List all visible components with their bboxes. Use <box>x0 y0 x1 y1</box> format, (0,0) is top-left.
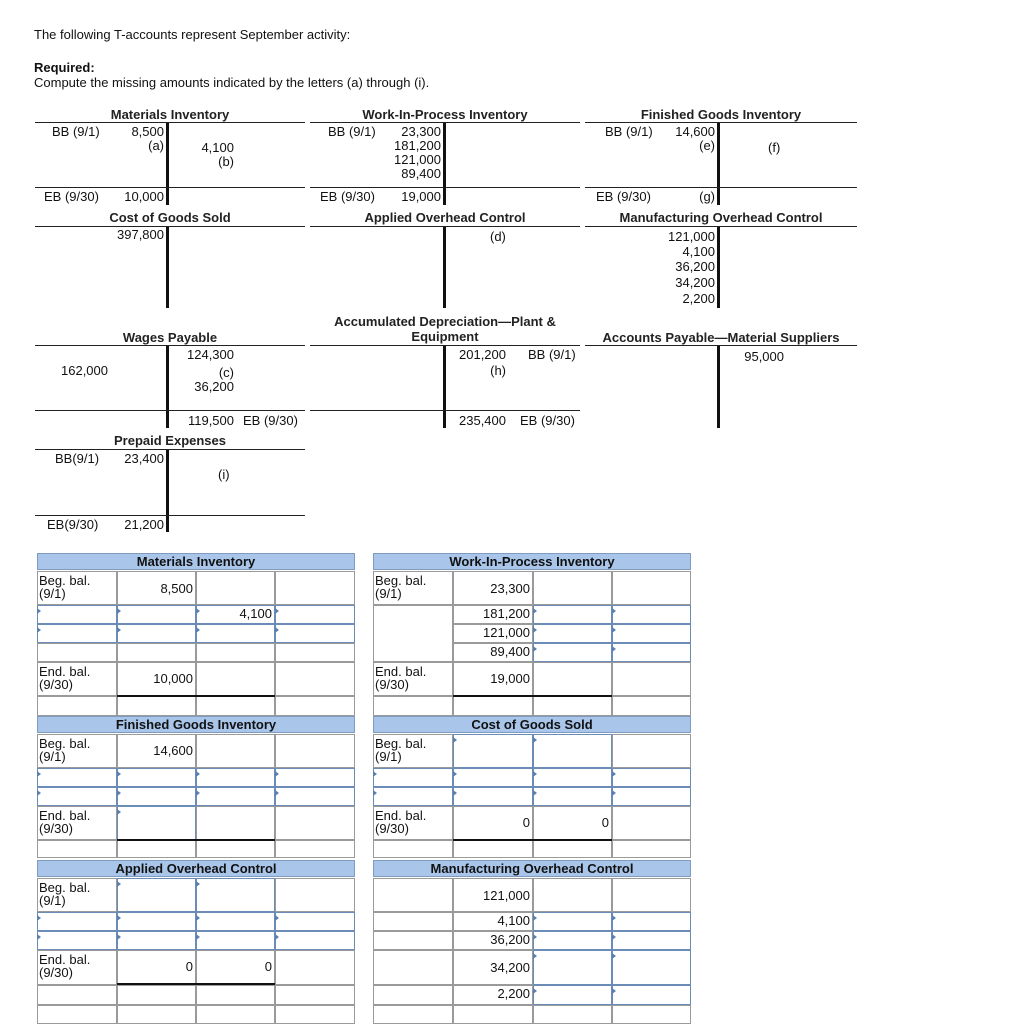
row-label-cell <box>373 878 453 912</box>
end-date: (9/30) <box>39 821 73 836</box>
missing-h: (h) <box>490 363 506 378</box>
missing-e: (e) <box>699 138 715 153</box>
end-date: (9/30) <box>39 677 73 692</box>
t-title: Materials Inventory <box>110 107 230 122</box>
row-label-cell[interactable] <box>373 787 453 806</box>
beg-label: Beg. bal. <box>375 736 427 751</box>
extra-cell <box>612 734 691 768</box>
debit-cell[interactable] <box>117 806 196 840</box>
missing-f: (f) <box>768 140 781 155</box>
end-date: (9/30) <box>375 821 409 836</box>
eb-value: 235,400 <box>459 413 506 428</box>
extra-cell[interactable] <box>612 912 691 931</box>
eb-value: 21,200 <box>124 517 164 532</box>
extra-cell <box>612 571 691 605</box>
total-rule <box>453 839 612 841</box>
debit-value: 181,200 <box>483 606 530 621</box>
extra-cell[interactable] <box>275 912 355 931</box>
row-label-cell <box>37 985 117 1005</box>
extra-cell[interactable] <box>612 643 691 662</box>
beg-value: 23,300 <box>490 581 530 596</box>
debit-cell <box>117 985 196 1005</box>
eb-value: 10,000 <box>124 189 164 204</box>
extra-cell[interactable] <box>275 624 355 643</box>
t-title-2: Equipment <box>411 329 479 344</box>
row-label-cell <box>373 696 453 716</box>
eb-label: EB (9/30) <box>596 189 651 204</box>
row-label-cell[interactable] <box>37 768 117 787</box>
end-label: End. bal. <box>39 808 91 823</box>
credit-cell[interactable] <box>533 787 612 806</box>
debit-1: 121,000 <box>668 229 715 244</box>
bb-label: BB(9/1) <box>55 451 100 466</box>
row-label-cell <box>373 840 453 858</box>
extra-cell[interactable] <box>612 768 691 787</box>
total-rule <box>117 695 275 697</box>
debit-3: 36,200 <box>675 259 715 274</box>
row-label-cell <box>37 643 117 662</box>
bb-value: 23,400 <box>124 451 164 466</box>
required-text: Compute the missing amounts indicated by the letters (a) through (i). <box>34 75 430 90</box>
credit-1: 201,200 <box>459 347 506 362</box>
credit-cell[interactable] <box>533 931 612 950</box>
credit-cell[interactable] <box>533 950 612 985</box>
missing-a: (a) <box>148 138 164 153</box>
missing-i: (i) <box>218 467 230 482</box>
debit-value: 2,200 <box>497 986 530 1001</box>
credit-cell[interactable] <box>533 734 612 768</box>
beg-label: Beg. bal. <box>39 736 91 751</box>
debit-1: 397,800 <box>117 227 164 242</box>
debit-cell <box>453 1005 533 1024</box>
credit-cell[interactable] <box>533 768 612 787</box>
t-title: Wages Payable <box>122 330 218 345</box>
debit-cell[interactable] <box>453 734 533 768</box>
credit-cell[interactable] <box>196 787 275 806</box>
debit-2: 4,100 <box>682 244 715 259</box>
missing-d: (d) <box>490 229 506 244</box>
total-rule <box>117 839 275 841</box>
credit-cell[interactable] <box>533 624 612 643</box>
beg-date: (9/1) <box>39 586 66 601</box>
end-label: End. bal. <box>39 952 91 967</box>
missing-b: (b) <box>218 154 234 169</box>
eb-label: EB(9/30) <box>47 517 99 532</box>
extra-cell <box>275 985 355 1005</box>
beg-value: 8,500 <box>160 581 193 596</box>
extra-cell[interactable] <box>275 787 355 806</box>
debit-cell <box>117 696 196 716</box>
extra-cell <box>612 662 691 696</box>
debit-cell <box>117 643 196 662</box>
t-title: Manufacturing Overhead Control <box>619 210 823 225</box>
bb-value: 14,600 <box>675 124 715 139</box>
debit-cell[interactable] <box>117 605 196 624</box>
t-title: Cost of Goods Sold <box>109 210 231 225</box>
end-debit: 0 <box>522 815 530 830</box>
eb-label: EB (9/30) <box>320 189 375 204</box>
debit-cell <box>453 840 533 858</box>
t-title: Prepaid Expenses <box>114 433 226 448</box>
end-label: End. bal. <box>375 664 427 679</box>
total-rule <box>117 983 275 985</box>
extra-cell <box>275 571 355 605</box>
credit-cell <box>533 571 612 605</box>
credit-cell[interactable] <box>533 605 612 624</box>
debit-cell[interactable] <box>117 787 196 806</box>
extra-cell[interactable] <box>275 605 355 624</box>
extra-cell <box>612 1005 691 1024</box>
credit-cell <box>196 1005 275 1024</box>
debit-value: 89,400 <box>490 644 530 659</box>
required-label: Required: <box>34 60 95 75</box>
extra-cell <box>612 878 691 912</box>
row-label-cell <box>373 912 453 931</box>
credit-cell[interactable] <box>533 643 612 662</box>
missing-g: (g) <box>699 189 715 204</box>
ws-account-title: Finished Goods Inventory <box>37 716 355 733</box>
eb-label: EB (9/30) <box>520 413 575 428</box>
beg-date: (9/1) <box>375 586 402 601</box>
beg-label: Beg. bal. <box>375 573 427 588</box>
credit-cell[interactable] <box>196 878 275 912</box>
row-label-cell[interactable] <box>37 605 117 624</box>
row-label-cell <box>373 1005 453 1024</box>
credit-cell <box>533 878 612 912</box>
credit-cell <box>196 985 275 1005</box>
credit-value: 4,100 <box>239 606 272 621</box>
credit-1: 124,300 <box>187 347 234 362</box>
end-date: (9/30) <box>39 965 73 980</box>
row-label-cell[interactable] <box>37 624 117 643</box>
row-label-cell[interactable] <box>37 787 117 806</box>
debit-value: 121,000 <box>483 625 530 640</box>
credit-cell <box>196 806 275 840</box>
credit-cell <box>533 840 612 858</box>
debit-3: 89,400 <box>401 166 441 181</box>
end-credit: 0 <box>601 815 609 830</box>
beg-value: 14,600 <box>153 743 193 758</box>
credit-cell <box>196 734 275 768</box>
missing-c: (c) <box>218 365 234 380</box>
row-label-cell[interactable] <box>37 931 117 950</box>
row-label-cell <box>373 931 453 950</box>
extra-cell <box>275 878 355 912</box>
credit-cell[interactable] <box>533 985 612 1005</box>
bb-label: BB (9/1) <box>605 124 653 139</box>
total-rule <box>453 695 612 697</box>
credit-cell[interactable] <box>196 912 275 931</box>
t-title: Accumulated Depreciation—Plant & <box>334 314 556 329</box>
end-value: 19,000 <box>490 671 530 686</box>
credit-cell <box>196 571 275 605</box>
extra-cell[interactable] <box>612 985 691 1005</box>
beg-label: Beg. bal. <box>39 880 91 895</box>
bb-value: 8,500 <box>131 124 164 139</box>
beg-label: Beg. bal. <box>39 573 91 588</box>
bb-label: BB (9/1) <box>52 124 100 139</box>
extra-cell <box>275 643 355 662</box>
extra-cell <box>612 840 691 858</box>
bb-label: BB (9/1) <box>528 347 576 362</box>
extra-cell <box>275 806 355 840</box>
row-label-cell <box>373 605 453 662</box>
extra-cell <box>275 734 355 768</box>
credit-cell[interactable] <box>196 768 275 787</box>
credit-cell <box>533 696 612 716</box>
eb-value: 19,000 <box>401 189 441 204</box>
extra-cell[interactable] <box>275 768 355 787</box>
extra-cell <box>275 1005 355 1024</box>
end-value: 10,000 <box>153 671 193 686</box>
debit-2: 121,000 <box>394 152 441 167</box>
extra-cell[interactable] <box>612 931 691 950</box>
ws-account-title: Cost of Goods Sold <box>373 716 691 733</box>
extra-cell <box>275 662 355 696</box>
debit-cell[interactable] <box>117 768 196 787</box>
credit-cell[interactable] <box>533 912 612 931</box>
ws-account-title: Applied Overhead Control <box>37 860 355 877</box>
row-label-cell <box>37 1005 117 1024</box>
extra-cell <box>612 696 691 716</box>
end-credit: 0 <box>264 959 272 974</box>
debit-cell[interactable] <box>117 931 196 950</box>
row-label-cell <box>373 985 453 1005</box>
credit-3: 36,200 <box>194 379 234 394</box>
row-label-cell[interactable] <box>373 768 453 787</box>
debit-value: 34,200 <box>490 960 530 975</box>
credit-cell <box>533 1005 612 1024</box>
extra-cell[interactable] <box>612 605 691 624</box>
eb-label: EB (9/30) <box>44 189 99 204</box>
end-debit: 0 <box>185 959 193 974</box>
credit-1: 4,100 <box>201 140 234 155</box>
beg-date: (9/1) <box>375 749 402 764</box>
bb-label: BB (9/1) <box>328 124 376 139</box>
extra-cell <box>275 950 355 985</box>
extra-cell[interactable] <box>275 931 355 950</box>
debit-cell[interactable] <box>453 768 533 787</box>
t-title: Accounts Payable—Material Suppliers <box>602 330 840 345</box>
end-label: End. bal. <box>39 664 91 679</box>
row-label-cell <box>37 696 117 716</box>
beg-date: (9/1) <box>39 749 66 764</box>
debit-value: 121,000 <box>483 888 530 903</box>
extra-cell <box>612 806 691 840</box>
debit-cell[interactable] <box>453 787 533 806</box>
extra-cell[interactable] <box>612 787 691 806</box>
ws-account-title: Manufacturing Overhead Control <box>373 860 691 877</box>
credit-cell <box>196 643 275 662</box>
t-title: Work-In-Process Inventory <box>362 107 528 122</box>
end-label: End. bal. <box>375 808 427 823</box>
eb-label: EB (9/30) <box>243 413 298 428</box>
extra-cell[interactable] <box>612 950 691 985</box>
debit-cell[interactable] <box>117 912 196 931</box>
t-title: Finished Goods Inventory <box>640 107 802 122</box>
debit-cell <box>453 696 533 716</box>
end-date: (9/30) <box>375 677 409 692</box>
debit-cell[interactable] <box>117 878 196 912</box>
debit-1: 181,200 <box>394 138 441 153</box>
intro-text: The following T-accounts represent September activity: <box>34 27 351 42</box>
extra-cell <box>275 696 355 716</box>
extra-cell <box>275 840 355 858</box>
debit-cell <box>117 840 196 858</box>
credit-cell <box>196 696 275 716</box>
credit-cell <box>196 662 275 696</box>
debit-value: 4,100 <box>497 913 530 928</box>
debit-1: 162,000 <box>61 363 108 378</box>
debit-4: 34,200 <box>675 275 715 290</box>
debit-value: 36,200 <box>490 932 530 947</box>
extra-cell[interactable] <box>612 624 691 643</box>
credit-cell[interactable] <box>196 931 275 950</box>
credit-cell[interactable] <box>196 624 275 643</box>
debit-5: 2,200 <box>682 291 715 306</box>
bb-value: 23,300 <box>401 124 441 139</box>
ws-account-title: Work-In-Process Inventory <box>373 553 691 570</box>
credit-cell <box>533 662 612 696</box>
debit-cell[interactable] <box>117 624 196 643</box>
credit-1: 95,000 <box>744 349 784 364</box>
eb-value: 119,500 <box>187 413 234 428</box>
row-label-cell[interactable] <box>37 912 117 931</box>
credit-cell <box>196 840 275 858</box>
debit-cell <box>117 1005 196 1024</box>
row-label-cell <box>37 840 117 858</box>
row-label-cell <box>373 950 453 985</box>
beg-date: (9/1) <box>39 893 66 908</box>
ws-account-title: Materials Inventory <box>37 553 355 570</box>
t-title: Applied Overhead Control <box>364 210 526 225</box>
